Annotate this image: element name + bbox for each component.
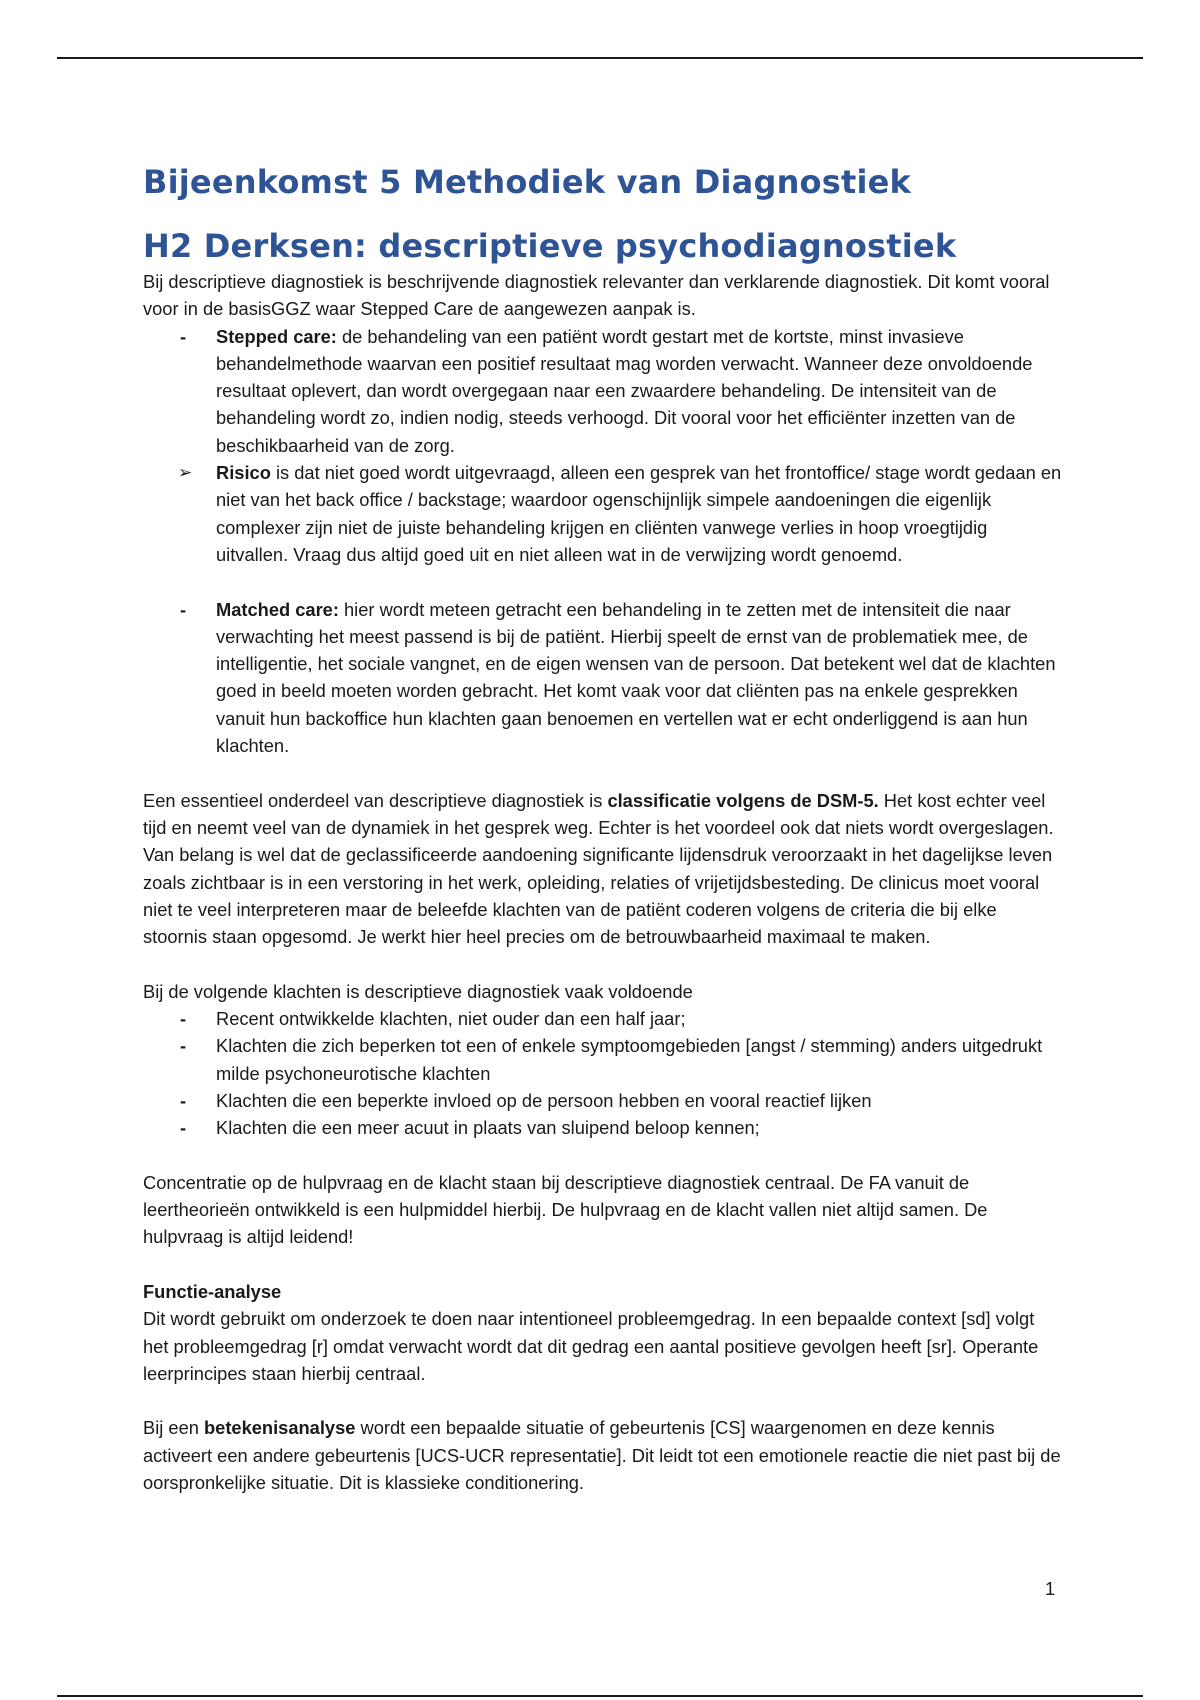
complaints-intro: Bij de volgende klachten is descriptieve diagnostiek vaak voldoende xyxy=(143,980,693,1002)
list-item-text: Klachten die een beperkte invloed op de persoon hebben en vooral reactief lijken xyxy=(216,1089,872,1111)
section-heading: H2 Derksen: descriptieve psychodiagnostiek xyxy=(143,227,957,265)
intro-paragraph: Bij descriptieve diagnostiek is beschrijvende diagnostiek relevanter dan verklarende diagnostiek. Dit komt vooral voor in de basisGGZ waar Stepped Care de aangewezen aanpak is. xyxy=(143,271,1050,320)
paragraph-text: Bij een xyxy=(143,1417,204,1439)
spacer xyxy=(143,1142,1063,1169)
list-item xyxy=(180,323,1063,459)
meaning-analysis-paragraph xyxy=(143,1414,1063,1496)
list-item-text: is dat niet goed wordt uitgevraagd, alleen een gesprek van het frontoffice/ stage wordt gedaan en niet van het back office / backstage; waardoor ogenschijnlijk simpele aandoeningen die eigenlijk complexer zijn niet de juiste behandeling krijgen en cliënten vanwege verlies in hoop vroegtijdig uitvallen. Vraag dus altijd goed uit en niet alleen wat in de verwijzing wordt genoemd. xyxy=(216,462,1062,565)
list-item-text: Recent ontwikkelde klachten, niet ouder dan een half jaar; xyxy=(216,1008,686,1030)
classification-paragraph xyxy=(143,787,1063,951)
term-matched-care: Matched care: xyxy=(216,598,339,620)
complaints-list xyxy=(143,1005,1063,1141)
paragraph-text: wordt een bepaalde situatie of gebeurtenis [CS] waargenomen en deze kennis activeert een andere gebeurtenis [UCS-UCR representatie]. Dit leidt tot een emotionele reactie die niet past bij de oorspronkelijke situatie. Dit is klassieke conditionering. xyxy=(143,1417,1061,1494)
list-item-text: Klachten die een meer acuut in plaats van sluipend beloop kennen; xyxy=(216,1117,760,1139)
term-risico: Risico xyxy=(216,462,271,484)
list-marker: - xyxy=(180,598,187,620)
list-item xyxy=(180,596,1063,760)
list-item-text: hier wordt meteen getracht een behandeling in te zetten met de intensiteit die naar verwachting het meest passend is bij de patiënt. Hierbij speelt de ernst van de problematiek mee, de intelligentie, het sociale vangnet, en de eigen wensen van de persoon. Dat betekent wel dat de klachten goed in beeld moeten worden gebracht. Het komt vaak voor dat cliënten pas na enkele gesprekken vanuit hun backoffice hun klachten gaan benoemen en vertellen wat er echt onderliggend is aan hun klachten. xyxy=(216,598,1056,757)
list-marker: - xyxy=(180,1008,187,1030)
arrow-bullet-icon: ➢ xyxy=(178,463,193,483)
document-title: Bijeenkomst 5 Methodiek van Diagnostiek xyxy=(143,163,912,201)
list-item-text: Klachten die zich beperken tot een of enkele symptoomgebieden [angst / stemming) anders uitgedrukt milde psychoneurotische klachten xyxy=(216,1035,1043,1084)
list-item xyxy=(180,1114,1063,1141)
list-item xyxy=(178,459,1063,568)
term-stepped-care: Stepped care: xyxy=(216,325,337,347)
spacer xyxy=(143,759,1063,786)
function-analysis-paragraph: Dit wordt gebruikt om onderzoek te doen naar intentioneel probleemgedrag. In een bepaalde context [sd] volgt het probleemgedrag [r] omdat verwacht wordt dat dit gedrag een aantal positieve gevolgen heeft [sr]. Operante leerprincipes staan hierbij centraal. xyxy=(143,1308,1039,1384)
page-number: 1 xyxy=(1045,1579,1056,1599)
list-item xyxy=(180,1087,1063,1114)
list-marker: - xyxy=(180,1117,187,1139)
paragraph-text: Het kost echter veel tijd en neemt veel van de dynamiek in het gesprek weg. Echter is het voordeel ook dat niets wordt overgeslagen. Van belang is wel dat de geclassificeerde aandoening significante lijdensdruk veroorzaakt in het dagelijkse leven zoals zichtbaar is in een verstoring in het werk, opleiding, relaties of vrijetijdsbesteding. De clinicus moet vooral niet te veel interpreteren maar de beleefde klachten van de patiënt coderen volgens de criteria die bij elke stoornis staan opgesomd. Je werkt hier heel precies om de betrouwbaarheid maximaal te maken. xyxy=(143,789,1054,948)
spacer xyxy=(143,1387,1063,1414)
footer-rule xyxy=(57,1695,1143,1697)
classification-term: classificatie volgens de DSM-5. xyxy=(607,789,879,811)
spacer xyxy=(143,1251,1063,1278)
header-rule xyxy=(57,57,1143,59)
list-marker: - xyxy=(180,1035,187,1057)
paragraph-text: Een essentieel onderdeel van descriptieve diagnostiek is xyxy=(143,789,608,811)
list-marker: - xyxy=(180,1089,187,1111)
list-item-text: de behandeling van een patiënt wordt gestart met de kortste, minst invasieve behandelmethode waarvan een positief resultaat mag worden verwacht. Wanneer deze onvoldoende resultaat oplevert, dan wordt overgegaan naar een zwaardere behandeling. De intensiteit van de behandeling wordt zo, indien nodig, steeds verhoogd. Dit vooral voor het efficiënter inzetten van de beschikbaarheid van de zorg. xyxy=(216,325,1033,456)
list-item xyxy=(180,1032,1063,1087)
document-body xyxy=(143,160,1063,1496)
concentration-paragraph: Concentratie op de hulpvraag en de klacht staan bij descriptieve diagnostiek centraal. De FA vanuit de leertheorieën ontwikkeld is een hulpmiddel hierbij. De hulpvraag en de klacht vallen niet altijd samen. De hulpvraag is altijd leidend! xyxy=(143,1171,988,1248)
list-spacer xyxy=(216,568,1063,595)
meaning-analysis-term: betekenisanalyse xyxy=(203,1417,356,1439)
care-list xyxy=(143,323,1063,760)
function-analysis-heading: Functie-analyse xyxy=(143,1280,282,1302)
list-item xyxy=(180,1005,1063,1032)
list-marker: - xyxy=(180,325,187,347)
spacer xyxy=(143,950,1063,977)
